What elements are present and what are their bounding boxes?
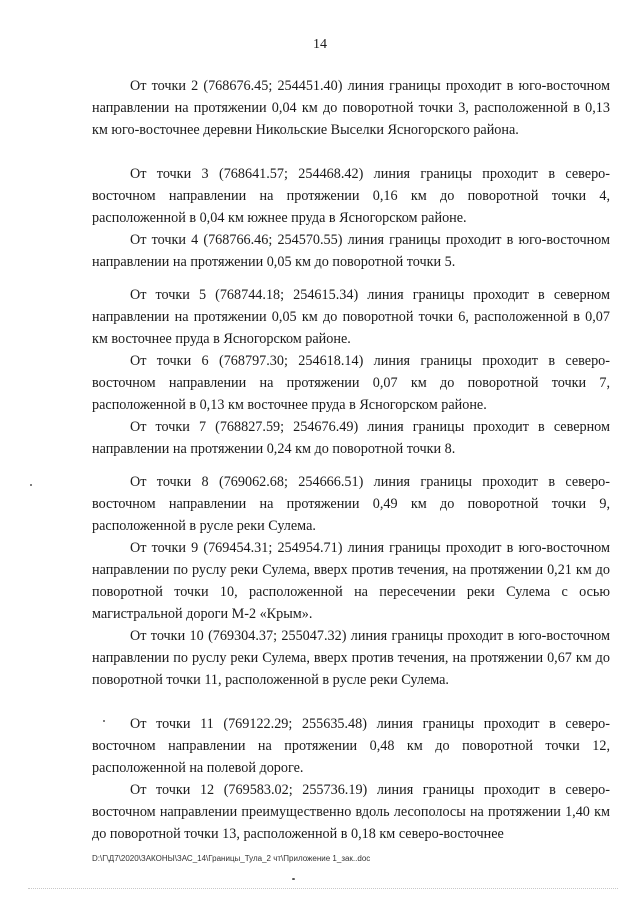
paragraph-point-3: От точки 3 (768641.57; 254468.42) линия границы проходит в северо-восточном направлении на протяжении 0,16 км до поворотной точки 4, расположенной в 0,04 км южнее пруда в Ясногорском районе.: [92, 166, 610, 226]
scan-speck: [30, 484, 32, 486]
page-number: 14: [313, 37, 327, 52]
paragraph-point-6: От точки 6 (768797.30; 254618.14) линия границы проходит в северо-восточном направлении на протяжении 0,07 км до поворотной точки 7, расположенной в 0,13 км восточнее пруда в Ясногорском районе.: [92, 353, 610, 413]
paragraph-point-11: От точки 11 (769122.29; 255635.48) линия границы проходит в северо-восточном направлении на протяжении 0,48 км до поворотной точки 12, расположенной на полевой дороге.: [92, 716, 610, 776]
paragraph-point-10: От точки 10 (769304.37; 255047.32) линия границы проходит в юго-восточном направлении по руслу реки Сулема, вверх против течения, на протяжении 0,67 км до поворотной точки 11, расположенной в русле реки Сулема.: [92, 628, 610, 688]
paragraph-point-5: От точки 5 (768744.18; 254615.34) линия границы проходит в северном направлении на протяжении 0,05 км до поворотной точки 6, расположенной в 0,07 км восточнее пруда в Ясногорском районе.: [92, 287, 610, 347]
paragraph-point-8: От точки 8 (769062.68; 254666.51) линия границы проходит в северо-восточном направлении на протяжении 0,49 км до поворотной точки 9, расположенной в русле реки Сулема.: [92, 474, 610, 534]
scan-artifact-line: [28, 888, 618, 889]
paragraph-point-4: От точки 4 (768766.46; 254570.55) линия границы проходит в юго-восточном направлении на протяжении 0,05 км до поворотной точки 5.: [92, 232, 610, 270]
paragraph-point-2: От точки 2 (768676.45; 254451.40) линия границы проходит в юго-восточном направлении на протяжении 0,04 км до поворотной точки 3, расположенной в 0,13 км юго-восточнее деревни Никольские Выселки Ясногорского района.: [92, 78, 610, 138]
scan-speck: [103, 720, 105, 722]
paragraph-point-12: От точки 12 (769583.02; 255736.19) линия границы проходит в северо-восточном направлении преимущественно вдоль лесополосы на протяжении 1,40 км до поворотной точки 13, расположенной в 0,18 км северо-восточнее: [92, 782, 610, 842]
scan-speck: [292, 878, 295, 880]
paragraph-point-7: От точки 7 (768827.59; 254676.49) линия границы проходит в северном направлении на протяжении 0,24 км до поворотной точки 8.: [92, 419, 610, 457]
footer-file-path: D:\Г\Д7\2020\ЗАКОНЫ\ЗАС_14\Границы_Тула_2 чт\Приложение 1_зак..doc: [92, 854, 371, 863]
paragraph-point-9: От точки 9 (769454.31; 254954.71) линия границы проходит в юго-восточном направлении по руслу реки Сулема, вверх против течения, на протяжении 0,21 км до поворотной точки 10, расположенной на пересечении реки Сулема с осью магистральной дороги М-2 «Крым».: [92, 540, 610, 622]
